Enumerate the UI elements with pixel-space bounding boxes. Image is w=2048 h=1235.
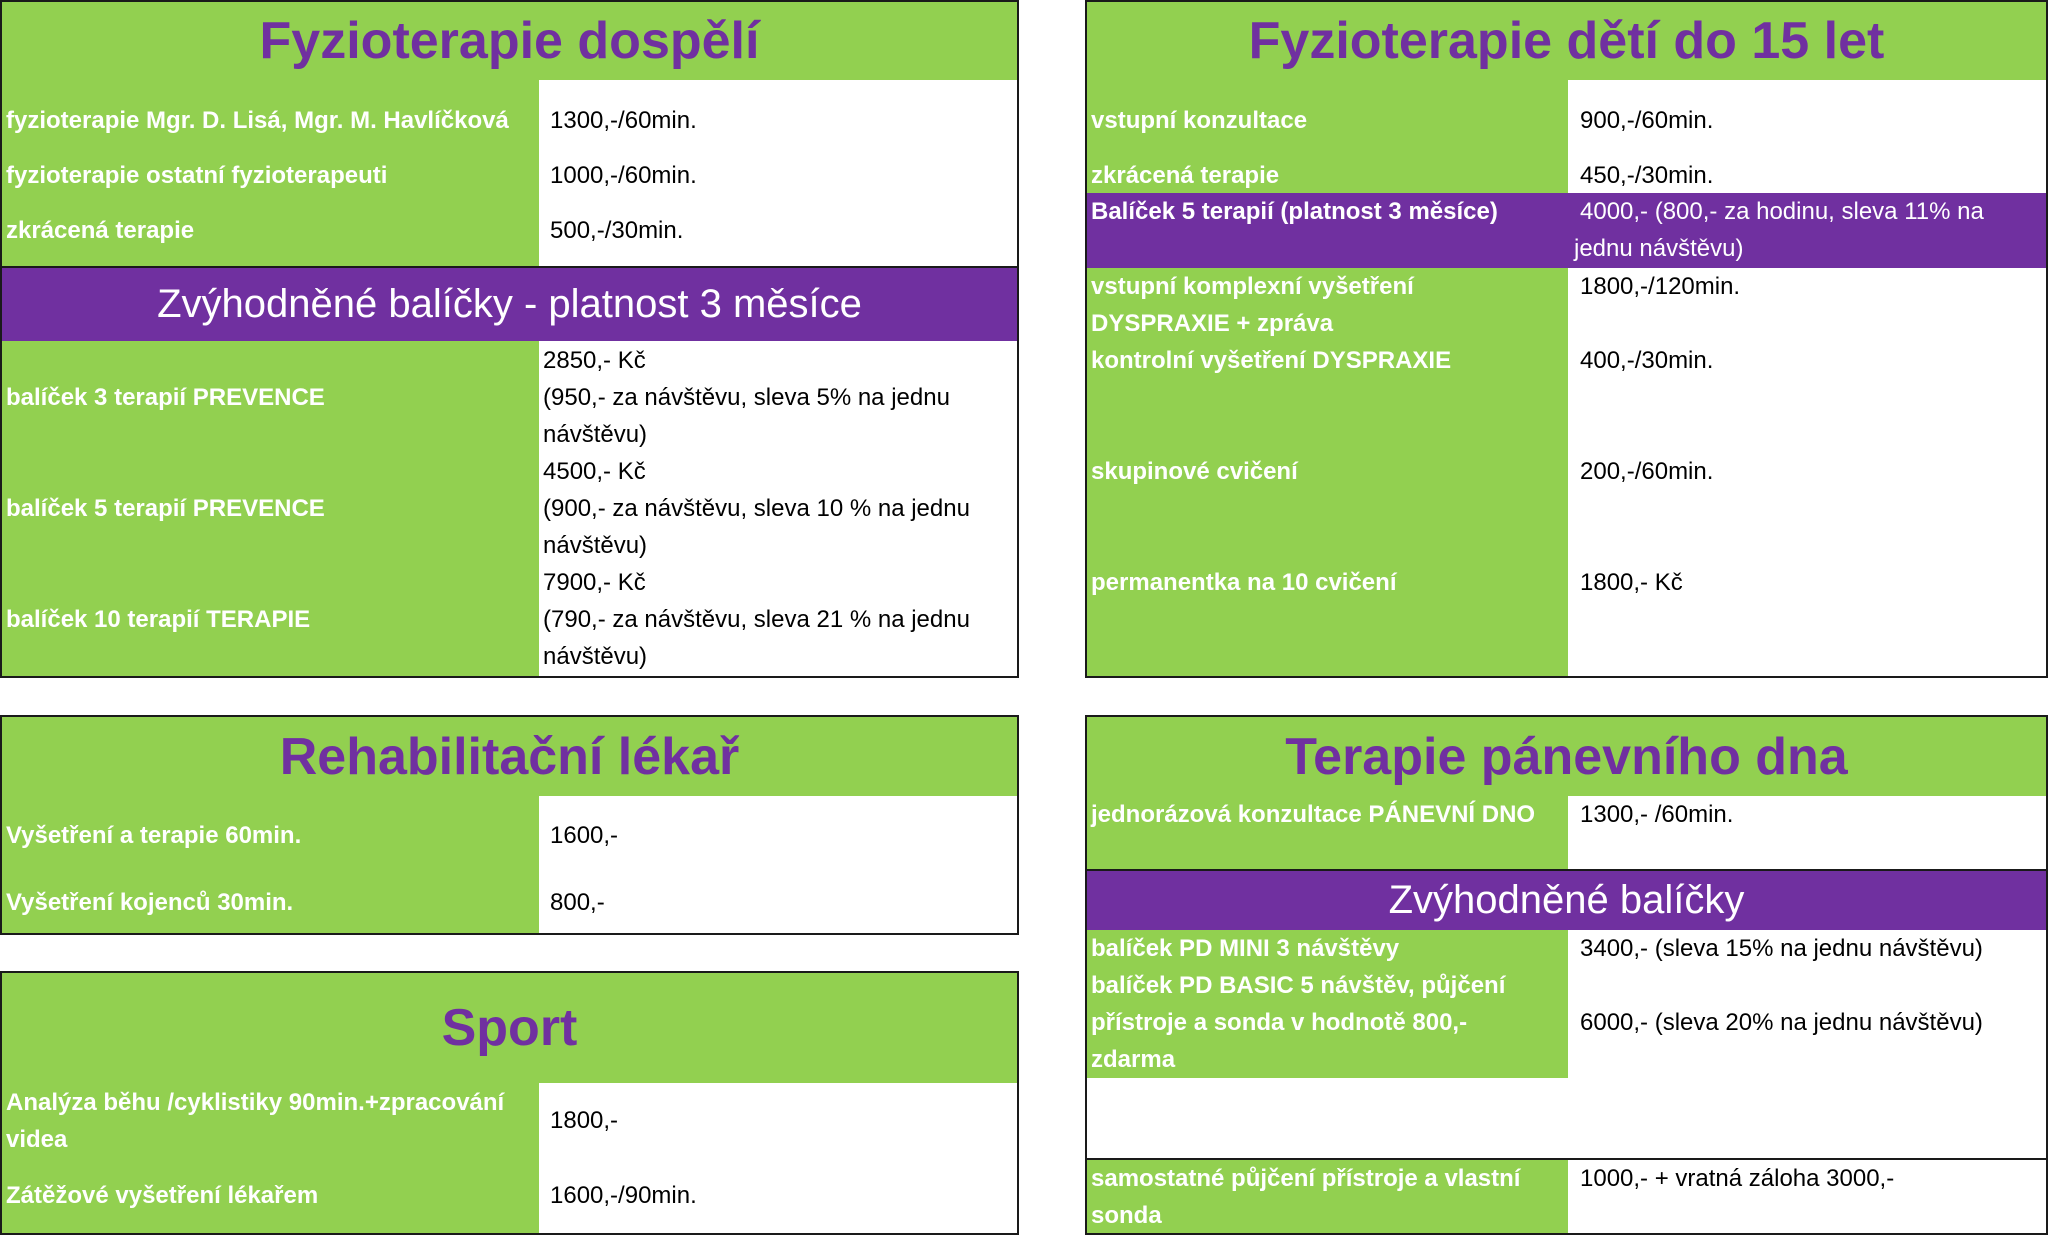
doctor-price-list: [0, 796, 1019, 935]
doctor-panel: [0, 715, 1019, 935]
sport-row-2-price: 1600,-/90min.: [550, 1182, 697, 1209]
children-row-6-price: 200,-/60min.: [1580, 458, 1714, 485]
adults-package-2-label: balíček 5 terapií PREVENCE: [6, 495, 325, 522]
children-row-4-label: vstupní komplexní vyšetření: [1091, 273, 1414, 300]
pelvic-package-2-label-cont: přístroje a sonda v hodnotě 800,-: [1091, 1009, 1468, 1036]
adults-row-2-price: 1000,-/60min.: [550, 162, 697, 189]
pelvic-rental-label: samostatné půjčení přístroje a vlastní: [1091, 1165, 1521, 1192]
pelvic-rental-price: 1000,- + vratná záloha 3000,-: [1580, 1165, 1895, 1192]
children-row-5-price: 400,-/30min.: [1580, 347, 1714, 374]
pelvic-title-text: Terapie pánevního dna: [1285, 727, 1848, 786]
adults-package-3-note-cont: návštěvu): [543, 643, 648, 670]
children-row-5-label: kontrolní vyšetření DYSPRAXIE: [1091, 347, 1452, 374]
adults-package-3-label: balíček 10 terapií TERAPIE: [6, 606, 311, 633]
adults-row-1-price: 1300,-/60min.: [550, 107, 697, 134]
doctor-row-1-price: 1600,-: [550, 822, 619, 849]
sport-title: [0, 971, 1019, 1085]
pelvic-consult: [1085, 796, 2048, 870]
sport-panel: [0, 971, 1019, 1235]
sport-row-1-label: Analýza běhu /cyklistiky 90min.+zpracování: [6, 1089, 505, 1116]
adults-package-2-note: (900,- za návštěvu, sleva 10 % na jednu: [543, 495, 970, 522]
pelvic-consult-label: jednorázová konzultace PÁNEVNÍ DNO: [1091, 801, 1536, 828]
doctor-title: [0, 715, 1019, 798]
sport-row-1-label-cont: videa: [6, 1126, 68, 1153]
children-row-3-price: 4000,- (800,- za hodinu, sleva 11% na: [1580, 198, 1984, 225]
children-row-7-price: 1800,- Kč: [1580, 569, 1683, 596]
adults-packages-title: [0, 266, 1019, 343]
children-row-4-price: 1800,-/120min.: [1580, 273, 1741, 300]
pelvic-package-2-label-cont2: zdarma: [1091, 1046, 1176, 1073]
sport-title-text: Sport: [441, 999, 578, 1057]
pelvic-package-1-label: balíček PD MINI 3 návštěvy: [1091, 935, 1400, 962]
children-row-3-price-cont: jednu návštěvu): [1574, 235, 1744, 262]
adults-package-3-note: (790,- za návštěvu, sleva 21 % na jednu: [543, 606, 970, 633]
adults-package-2-price: 4500,- Kč: [543, 458, 646, 485]
pelvic-package-2-label: balíček PD BASIC 5 návštěv, půjčení: [1091, 972, 1506, 999]
children-row-6-label: skupinové cvičení: [1091, 458, 1298, 485]
doctor-title-text: Rehabilitační lékař: [279, 727, 740, 786]
adults-packages-title-text: Zvýhodněné balíčky - platnost 3 měsíce: [157, 282, 862, 326]
adults-package-3-price: 7900,- Kč: [543, 569, 646, 596]
pelvic-package-2-price: 6000,- (sleva 20% na jednu návštěvu): [1580, 1009, 1983, 1036]
pelvic-panel: [1085, 715, 2048, 1235]
adults-package-1-price: 2850,- Kč: [543, 347, 646, 374]
adults-package-2-note-cont: návštěvu): [543, 532, 648, 559]
adults-title: [0, 0, 1019, 82]
adults-price-list: [0, 80, 1019, 268]
adults-row-2-label: fyzioterapie ostatní fyzioterapeuti: [6, 162, 388, 189]
children-row-1-price: 900,-/60min.: [1580, 107, 1714, 134]
pelvic-title: [1085, 715, 2048, 798]
children-title-text: Fyzioterapie dětí do 15 let: [1248, 12, 1885, 70]
pelvic-rental-label-cont: sonda: [1091, 1202, 1162, 1229]
adults-package-1-label: balíček 3 terapií PREVENCE: [6, 384, 325, 411]
adults-row-1-label: fyzioterapie Mgr. D. Lisá, Mgr. M. Havlíčková: [6, 107, 509, 134]
pelvic-consult-price: 1300,- /60min.: [1580, 801, 1734, 828]
children-row-4-label-cont: DYSPRAXIE + zpráva: [1091, 310, 1334, 337]
children-row-7-label: permanentka na 10 cvičení: [1091, 569, 1397, 596]
adults-package-1-note-cont: návštěvu): [543, 421, 648, 448]
children-row-2-label: zkrácená terapie: [1091, 162, 1280, 189]
sport-price-list: [0, 1083, 1019, 1235]
children-row-3-label: Balíček 5 terapií (platnost 3 měsíce): [1091, 198, 1498, 225]
doctor-row-2-price: 800,-: [550, 889, 605, 916]
pelvic-packages-list: [1085, 930, 2048, 1235]
doctor-row-1-label: Vyšetření a terapie 60min.: [6, 822, 302, 849]
adults-packages-list: [0, 341, 1019, 678]
children-row-1-label: vstupní konzultace: [1091, 107, 1308, 134]
children-package-row: [1087, 193, 2046, 268]
children-panel: [1085, 0, 2048, 678]
adults-title-text: Fyzioterapie dospělí: [259, 12, 760, 70]
adults-row-3-price: 500,-/30min.: [550, 217, 684, 244]
adults-panel: [0, 0, 1019, 678]
pelvic-package-1-price: 3400,- (sleva 15% na jednu návštěvu): [1580, 935, 1983, 962]
children-title: [1085, 0, 2048, 82]
children-row-2-price: 450,-/30min.: [1580, 162, 1714, 189]
pelvic-packages-title: [1085, 869, 2048, 932]
sport-row-1-price: 1800,-: [550, 1107, 619, 1134]
pelvic-packages-title-text: Zvýhodněné balíčky: [1388, 878, 1745, 922]
children-price-list: [1085, 80, 2048, 678]
doctor-row-2-label: Vyšetření kojenců 30min.: [6, 889, 294, 916]
adults-package-1-note: (950,- za návštěvu, sleva 5% na jednu: [543, 384, 950, 411]
adults-row-3-label: zkrácená terapie: [6, 217, 195, 244]
sport-row-2-label: Zátěžové vyšetření lékařem: [6, 1182, 319, 1209]
